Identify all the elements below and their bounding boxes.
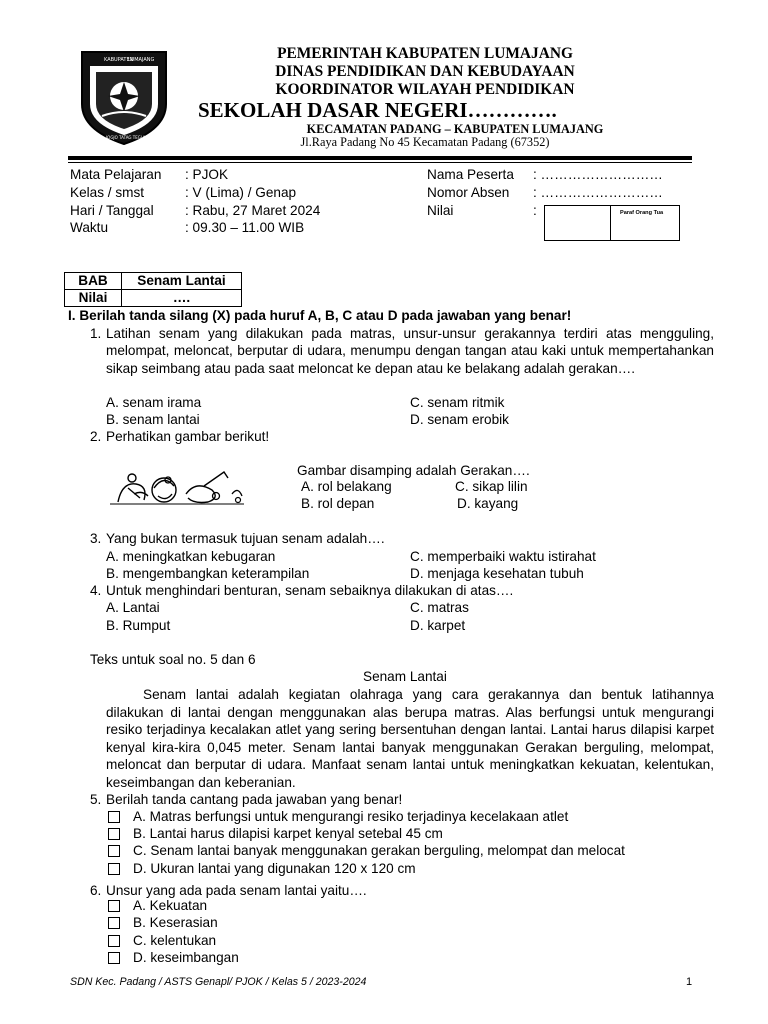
q5-checkbox-b[interactable] (108, 828, 120, 840)
time-label: Waktu (70, 220, 109, 235)
nilai-label: Nilai (65, 290, 122, 307)
q4-text: Untuk menghindari benturan, senam sebaiknya dilakukan di atas…. (106, 583, 514, 598)
q5-checkbox-d[interactable] (108, 863, 120, 875)
q4-option-b[interactable]: B. Rumput (106, 618, 171, 633)
footer-text: SDN Kec. Padang / ASTS Genapl/ PJOK / Kelas 5 / 2023-2024 (70, 976, 367, 988)
parent-sign-label: Paraf Orang Tua (620, 210, 664, 216)
score-label: Nilai (427, 203, 454, 218)
subject-value: : PJOK (185, 167, 229, 182)
logo-top-text: KABUPATEN (104, 57, 134, 63)
q2-text: Perhatikan gambar berikut! (106, 429, 270, 444)
bab-table (64, 272, 242, 307)
class-value: : V (Lima) / Genap (185, 185, 297, 200)
header-line3: KOORDINATOR WILAYAH PENDIDIKAN (275, 81, 575, 98)
q6-text: Unsur yang ada pada senam lantai yaitu…. (106, 883, 367, 898)
score-box[interactable] (544, 205, 611, 241)
q6-checkbox-c[interactable] (108, 935, 120, 947)
q3-text: Yang bukan termasuk tujuan senam adalah…. (106, 531, 385, 546)
q6-checkbox-b[interactable] (108, 917, 120, 929)
q6-checkbox-d[interactable] (108, 952, 120, 964)
q3-option-d[interactable]: D. menjaga kesehatan tubuh (410, 566, 584, 581)
bab-value: Senam Lantai (122, 273, 242, 290)
q3-number: 3. (90, 531, 102, 546)
q1-option-c[interactable]: C. senam ritmik (410, 395, 505, 410)
q1-number: 1. (90, 326, 102, 341)
q1-option-b[interactable]: B. senam lantai (106, 412, 200, 427)
q6-option-a[interactable]: A. Kekuatan (133, 898, 208, 913)
q5-number: 5. (90, 792, 102, 807)
logo-bottom-text: JOGJO TATAG TEGUH (106, 135, 147, 140)
q1-option-d[interactable]: D. senam erobik (410, 412, 509, 427)
q4-option-d[interactable]: D. karpet (410, 618, 466, 633)
date-value: : Rabu, 27 Maret 2024 (185, 203, 321, 218)
section1-instruction: I. Berilah tanda silang (X) pada huruf A, B, C atau D pada jawaban yang benar! (68, 308, 572, 323)
logo-top-text-right: LUMAJANG (128, 57, 155, 63)
q1-option-a[interactable]: A. senam irama (106, 395, 202, 410)
reading-title: Senam Lantai (363, 669, 447, 684)
reading-intro: Teks untuk soal no. 5 dan 6 (90, 652, 256, 667)
reading-paragraph: Senam lantai adalah kegiatan olahraga yang cara gerakannya dan bentuk latihannya dilakukan di lantai dengan menggunakan alas berupa matras. Alas berfungsi untuk mengurangi resiko terjadinya kecalakan atlet yang sering bersentuhan dengan lantai. Lantai harus dilapisi karpet kenyal kira-kira 0,045 meter. Senam lantai banyak menggunakan Gerakan berguling, melompat, meloncat dan berputar di udara. Manfaat senam lantai untuk meningkatkan kekuatan, kelentukan, keseimbangan dan keberanian. (106, 687, 714, 790)
school-name: SEKOLAH DASAR NEGERI…………. (198, 98, 557, 122)
name-field[interactable]: : ……………………… (533, 167, 663, 182)
q6-checkbox-a[interactable] (108, 900, 120, 912)
parent-sign-box[interactable] (610, 205, 680, 241)
q2-number: 2. (90, 429, 102, 444)
header-rule-thin (68, 162, 692, 163)
q4-option-a[interactable]: A. Lantai (106, 600, 160, 615)
q6-option-c[interactable]: C. kelentukan (133, 933, 217, 948)
header-rule-thick (68, 156, 692, 160)
header-address: Jl.Raya Padang No 45 Kecamatan Padang (67352) (300, 135, 550, 149)
q4-option-c[interactable]: C. matras (410, 600, 469, 615)
q5-option-b[interactable]: B. Lantai harus dilapisi karpet kenyal setebal 45 cm (133, 826, 443, 841)
date-label: Hari / Tanggal (70, 203, 154, 218)
page-number: 1 (686, 976, 693, 988)
q3-option-b[interactable]: B. mengembangkan keterampilan (106, 566, 310, 581)
q5-option-a[interactable]: A. Matras berfungsi untuk mengurangi resiko terjadinya kecelakaan atlet (133, 809, 569, 824)
q2-option-c[interactable]: C. sikap lilin (455, 479, 528, 494)
subject-label: Mata Pelajaran (70, 167, 162, 182)
header-line1: PEMERINTAH KABUPATEN LUMAJANG (277, 45, 573, 62)
q2-option-a[interactable]: A. rol belakang (301, 479, 392, 494)
q3-option-c[interactable]: C. memperbaiki waktu istirahat (410, 549, 596, 564)
name-label: Nama Peserta (427, 167, 514, 182)
header-line2: DINAS PENDIDIKAN DAN KEBUDAYAAN (275, 63, 575, 80)
q4-number: 4. (90, 583, 102, 598)
nilai-value[interactable]: …. (122, 290, 242, 307)
q5-option-d[interactable]: D. Ukuran lantai yang digunakan 120 x 120 cm (133, 861, 416, 876)
time-value: : 09.30 – 11.00 WIB (185, 220, 305, 235)
q2-option-d[interactable]: D. kayang (457, 496, 519, 511)
score-colon: : (533, 203, 537, 218)
q1-text: Latihan senam yang dilakukan pada matras, unsur-unsur gerakannya terdiri atas mengguling, melompat, meloncat, berputar di udara, menumpu dengan tangan atau kaki untuk mempertahankan sikap seimbang atau pada saat meloncat ke depan atau ke belakang adalah gerakan…. (106, 326, 714, 376)
q3-option-a[interactable]: A. meningkatkan kebugaran (106, 549, 276, 564)
header-district: KECAMATAN PADANG – KABUPATEN LUMAJANG (306, 122, 604, 136)
q2-question: Gambar disamping adalah Gerakan…. (297, 463, 530, 478)
q2-option-b[interactable]: B. rol depan (301, 496, 375, 511)
q6-option-b[interactable]: B. Keserasian (133, 915, 218, 930)
class-label: Kelas / smst (70, 185, 145, 200)
absen-label: Nomor Absen (427, 185, 510, 200)
absen-field[interactable]: : ……………………… (533, 185, 663, 200)
q5-checkbox-a[interactable] (108, 811, 120, 823)
q5-option-c[interactable]: C. Senam lantai banyak menggunakan gerakan berguling, melompat dan melocat (133, 843, 625, 858)
district-logo (78, 46, 170, 146)
q6-number: 6. (90, 883, 102, 898)
q5-text: Berilah tanda cantang pada jawaban yang benar! (106, 792, 403, 807)
bab-label: BAB (65, 273, 122, 290)
q5-checkbox-c[interactable] (108, 845, 120, 857)
q6-option-d[interactable]: D. keseimbangan (133, 950, 239, 965)
gymnastics-sequence-image (108, 464, 248, 512)
